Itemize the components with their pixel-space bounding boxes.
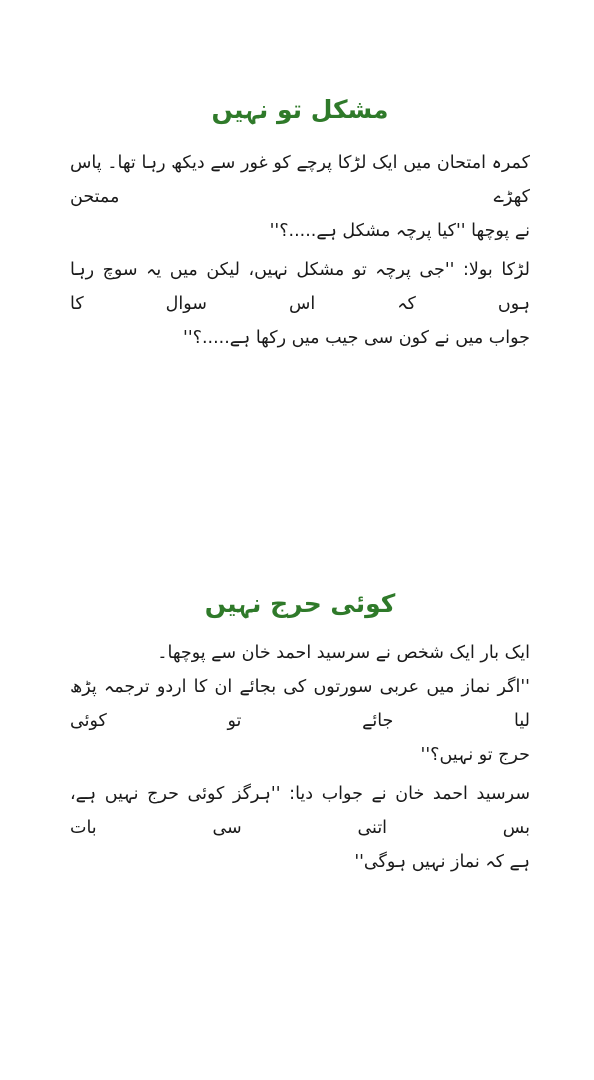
joke-text-line: نے پوچھا ''کیا پرچہ مشکل ہے.....؟''	[269, 221, 530, 241]
joke-title: مشکل تو نہیں	[211, 95, 389, 124]
joke-text-line: ایک بار ایک شخص نے سرسید احمد خان سے پوچھا۔	[157, 643, 530, 663]
joke-section-1	[70, 88, 530, 355]
joke-text-line: سرسید احمد خان نے جواب دیا: ''ہرگز کوئی حرج نہیں ہے، بس اتنی سی بات	[70, 784, 530, 838]
joke-title: کوئی حرج نہیں	[204, 589, 396, 618]
joke-text-line: کمرہ امتحان میں ایک لڑکا پرچے کو غور سے دیکھ رہا تھا۔ پاس کھڑے ممتحن	[70, 153, 530, 207]
joke-text-line: لڑکا بولا: ''جی پرچہ تو مشکل نہیں، لیکن میں یہ سوچ رہا ہوں کہ اس سوال کا	[70, 260, 530, 314]
joke-text-line: ''اگر نماز میں عربی سورتوں کی بجائے ان کا اردو ترجمہ پڑھ لیا جائے تو کوئی	[70, 677, 530, 731]
joke-text-line: ہے کہ نماز نہیں ہوگی''	[354, 852, 530, 872]
joke-text-line: حرج تو نہیں؟''	[420, 745, 530, 765]
joke-section-2	[70, 582, 530, 879]
joke-text-line: جواب میں نے کون سی جیب میں رکھا ہے.....؟''	[183, 328, 530, 348]
